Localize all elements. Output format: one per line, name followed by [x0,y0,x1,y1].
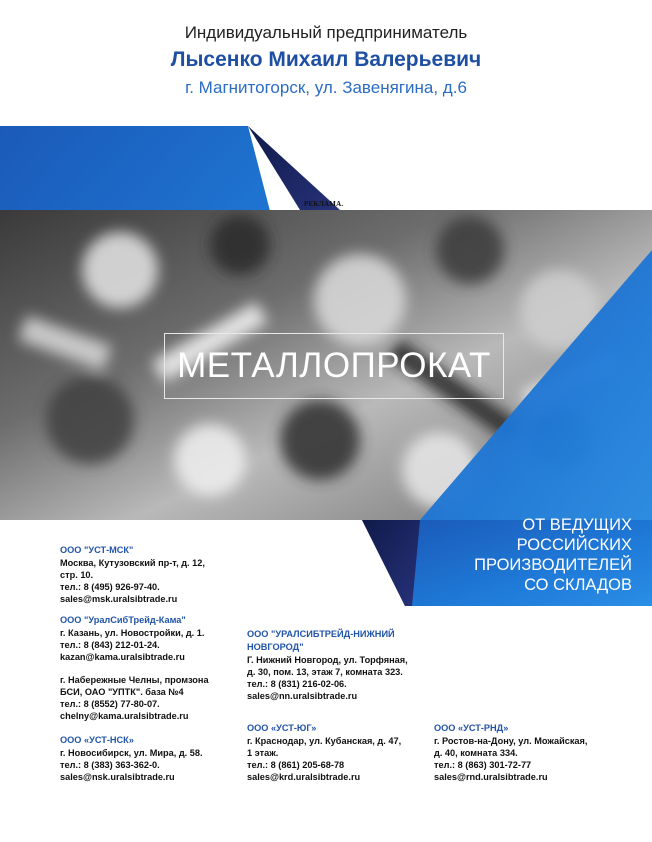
address-line: д. 30, пом. 13, этаж 7, комната 323. [247,667,403,677]
contact-chelny [60,674,209,722]
phone: тел.: 8 (861) 205-68-78 [247,760,345,770]
email-link[interactable]: sales@rnd.uralsibtrade.ru [434,772,548,782]
email-link[interactable]: chelny@kama.uralsibtrade.ru [60,711,189,721]
contact-msk [60,544,205,605]
entrepreneur-name: Лысенко Михаил Валерьевич [170,48,482,71]
company-name: ООО «УСТ-ЮГ» [247,723,317,733]
slogan [474,515,632,595]
address-line: г. Казань, ул. Новостройки, д. 1. [60,628,205,638]
company-name: ООО "УралСибТрейд-Кама" [60,615,186,625]
company-name: ООО «УСТ-НСК» [60,735,134,745]
phone: тел.: 8 (8552) 77-80-07. [60,699,160,709]
email-link[interactable]: sales@nsk.uralsibtrade.ru [60,772,175,782]
email-link[interactable]: sales@msk.uralsibtrade.ru [60,594,178,604]
phone: тел.: 8 (383) 363-362-0. [60,760,160,770]
email-link[interactable]: kazan@kama.uralsibtrade.ru [60,652,185,662]
company-name: ООО «УСТ-РНД» [434,723,509,733]
slogan-line: СО СКЛАДОВ [524,576,632,594]
address-line: г. Новосибирск, ул. Мира, д. 58. [60,748,203,758]
address-line: Москва, Кутузовский пр-т, д. 12, [60,558,205,568]
address-line: г. Набережные Челны, промзона [60,675,209,685]
address-line: стр. 10. [60,570,94,580]
ad-label: РЕКЛАМА. [304,200,344,208]
phone: тел.: 8 (495) 926-97-40. [60,582,160,592]
address-line: г. Краснодар, ул. Кубанская, д. 47, [247,736,402,746]
contact-kama [60,614,204,663]
email-link[interactable]: sales@krd.uralsibtrade.ru [247,772,361,782]
entrepreneur-label: Индивидуальный предприниматель [184,23,468,42]
phone: тел.: 8 (831) 216-02-06. [247,679,347,689]
slogan-line: РОССИЙСКИХ [516,536,632,554]
contact-nsk [60,734,203,783]
slogan-line: ПРОИЗВОДИТЕЛЕЙ [474,556,632,574]
address-line: д. 40, комната 334. [434,748,518,758]
contact-nn [247,628,408,702]
phone: тел.: 8 (843) 212-01-24. [60,640,160,650]
company-name: ООО "УРАЛСИБТРЕЙД-НИЖНИЙ [247,629,395,639]
entrepreneur-address: г. Магнитогорск, ул. Завенягина, д.6 [185,78,467,97]
address-line: 1 этаж. [247,748,279,758]
product-title: МЕТАЛЛОПРОКАТ [164,333,504,399]
slogan-line: ОТ ВЕДУЩИХ [522,516,632,534]
company-name: НОВГОРОД" [247,642,304,652]
address-line: г. Ростов-на-Дону, ул. Можайская, [434,736,588,746]
address-line: БСИ, ОАО "УПТК". база №4 [60,687,184,697]
contact-rnd [434,722,587,783]
address-line: Г. Нижний Новгород, ул. Торфяная, [247,655,408,665]
email-link[interactable]: sales@nn.uralsibtrade.ru [247,691,358,701]
company-name: ООО "УСТ-МСК" [60,545,134,555]
phone: тел.: 8 (863) 301-72-77 [434,760,532,770]
contact-yug [247,722,401,783]
